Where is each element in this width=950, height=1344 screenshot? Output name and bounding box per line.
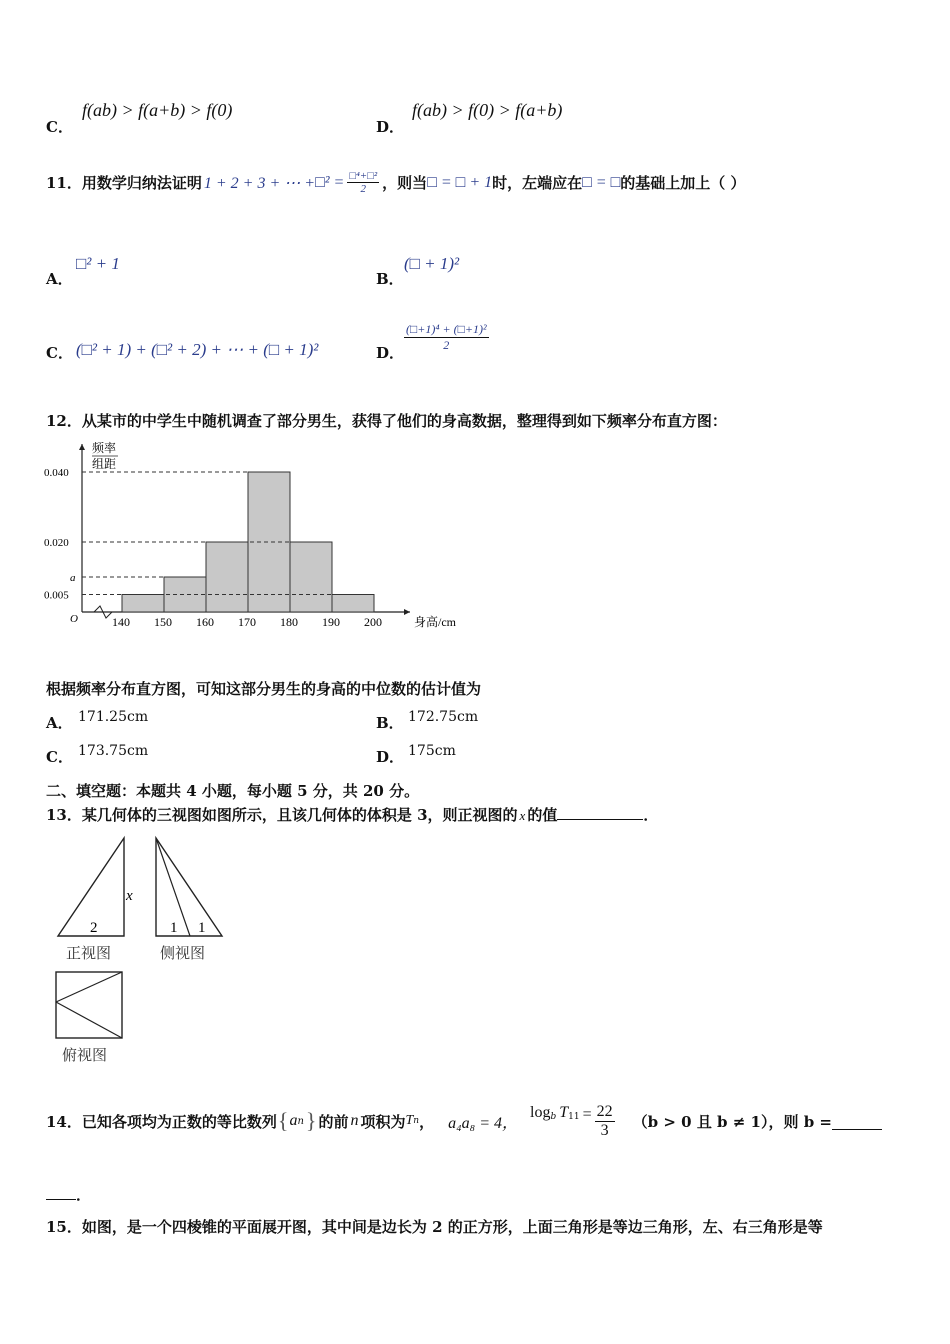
histogram-bar-180: [290, 542, 332, 612]
top-view-square: [56, 972, 122, 1038]
q14-answer-blank[interactable]: [832, 1113, 882, 1130]
histogram-bar-150: [164, 577, 206, 612]
x-tick-label-140: 140: [112, 615, 130, 629]
q14-log-arg-sub: 11: [568, 1112, 580, 1122]
histogram-bar-160: [206, 542, 248, 612]
q14-stem: 14．已知各项均为正数的等比数列 { a n } 的前 n 项积为 T n ， a₄a₈ = 4， log $_b$ T $_{11}$ = $\frac{22}{3}$ （b > 0 且 b ≠ 1），则 b =: [46, 1098, 882, 1144]
q11-fraction-den: 2: [360, 183, 366, 195]
q10-option-d-label: D．: [376, 118, 405, 136]
q15-stem: 15．如图，是一个四棱锥的平面展开图，其中间是边长为 2 的正方形，上面三角形是等边三角形，左、右三角形是等: [46, 1218, 823, 1236]
q10-option-d-expr: f(ab) > f(0) > f(a+b): [412, 100, 563, 120]
q12-option-c-label: C．: [46, 748, 73, 766]
q11-eq2: □ = □: [582, 173, 621, 191]
y-label-bottom: 组距: [92, 457, 117, 471]
histogram-chart: [40, 436, 480, 656]
q12-option-d-val: 175cm: [408, 743, 456, 759]
q14-log: log: [530, 1104, 551, 1121]
side-view-caption: 侧视图: [160, 946, 206, 962]
q11-option-a-expr: □² + 1: [76, 254, 120, 273]
q12-option-c-val: 173.75cm: [78, 743, 149, 759]
q11-stem-mid: ，则当: [382, 174, 428, 192]
y-tick-label-0: 0.040: [44, 467, 69, 479]
x-tick-label-160: 160: [196, 615, 214, 629]
q12-option-a-label: A．: [46, 714, 73, 732]
q14-answer-blank-cont[interactable]: [46, 1185, 76, 1200]
q11-option-a-label: A．: [46, 270, 73, 288]
q11-option-d-label: D．: [376, 344, 405, 362]
q12-option-d-label: D．: [376, 748, 405, 766]
q11-formula-fraction: [347, 170, 379, 195]
q11-eq1: □ = □ + 1: [427, 173, 493, 191]
side-view-right-label: 1: [198, 920, 206, 936]
q14-log-base: b: [550, 1112, 557, 1122]
q14-fraction: [595, 1103, 615, 1140]
histogram-bar-140: [122, 595, 164, 613]
x-tick-label-180: 180: [280, 615, 298, 629]
q11-option-d-expr: [404, 322, 489, 353]
q11-option-c-label: C．: [46, 344, 73, 362]
y-tick-label-3: 0.005: [44, 589, 69, 602]
q12-option-a-val: 171.25cm: [78, 709, 149, 725]
q14-mid2: 项积为: [360, 1112, 406, 1131]
q11-option-c-expr: (□² + 1) + (□² + 2) + ⋯ + (□ + 1)²: [76, 340, 319, 359]
histogram-bar-190: [332, 595, 374, 613]
q14-n: n: [350, 1112, 359, 1129]
front-view-side-label: x: [126, 888, 133, 904]
q14-fraction-num: 22: [596, 1102, 613, 1120]
q11-option-d-num: (□+1)⁴ + (□+1)²: [406, 322, 487, 336]
q10-option-c-label: C．: [46, 118, 73, 136]
q11-stem-suffix: 的基础上加上（ ）: [620, 174, 746, 192]
q12-option-b-label: B．: [376, 714, 404, 732]
front-view-caption: 正视图: [66, 946, 112, 962]
q11-fraction-num: □⁴+□²: [349, 170, 378, 182]
x-tick-label-150: 150: [154, 615, 172, 629]
q12-stem: 12．从某市的中学生中随机调查了部分男生，获得了他们的身高数据，整理得到如下频率分布直方图：: [46, 412, 727, 430]
q11-stem-mid2: 时，左端应在: [492, 174, 583, 192]
histogram-bar-170: [248, 472, 290, 612]
q14-continuation: [46, 1184, 91, 1205]
q14-mid1: 的前: [318, 1112, 349, 1131]
q12-option-b-val: 172.75cm: [408, 709, 479, 725]
x-tick-label-200: 200: [364, 615, 382, 629]
q11-formula: 1 + 2 + 3 + ⋯ +: [203, 174, 316, 192]
q12-question: 根据频率分布直方图，可知这部分男生的身高的中位数的估计值为: [46, 680, 482, 698]
q10-option-c-expr: f(ab) > f(a+b) > f(0): [82, 100, 233, 120]
y-tick-label-1: 0.020: [44, 537, 69, 549]
q14-T-sub: n: [413, 1116, 420, 1126]
q13-stem-prefix: 13．某几何体的三视图如图所示，且该几何体的体积是 3，则正视图的: [46, 806, 518, 824]
side-view-triangle: [156, 838, 222, 936]
q13-answer-blank[interactable]: [557, 805, 643, 820]
q11-option-b-label: B．: [376, 270, 404, 288]
y-label-top: 频率: [92, 441, 117, 455]
section2-heading: 二、填空题：本题共 4 小题，每小题 5 分，共 20 分。: [46, 782, 420, 800]
y-axis-arrow: [79, 444, 85, 450]
q14-seq-sub: n: [297, 1115, 304, 1127]
x-axis-arrow: [404, 609, 410, 615]
origin-label: O: [70, 613, 78, 625]
q11-option-b-expr: (□ + 1)²: [404, 254, 460, 273]
y-tick-label-2: a: [70, 572, 76, 584]
q13-var: x: [519, 808, 526, 823]
q14-seq: a: [289, 1112, 298, 1129]
top-view-line-lower: [56, 1002, 122, 1038]
q14-log-arg: T: [559, 1104, 569, 1121]
q14-fraction-den: 3: [600, 1121, 609, 1139]
q14-cond2: （b > 0 且 b ≠ 1），则 b =: [632, 1112, 832, 1131]
x-tick-label-190: 190: [322, 615, 340, 629]
x-axis-label: 身高/cm: [414, 615, 456, 629]
q14-end: ．: [76, 1186, 92, 1204]
x-tick-label-170: 170: [238, 615, 256, 629]
top-view-line-upper: [56, 972, 122, 1002]
q13-end: ．: [643, 806, 659, 824]
q14-cond1: a₄a₈ = 4，: [448, 1114, 519, 1132]
q14-prefix: 14．已知各项均为正数的等比数列: [46, 1112, 277, 1131]
front-view-base-label: 2: [90, 920, 98, 936]
q11-stem-prefix: 11．用数学归纳法证明: [46, 174, 202, 192]
top-view-caption: 俯视图: [62, 1048, 108, 1064]
q13-stem: [46, 804, 658, 825]
three-view-figure: [50, 832, 240, 1072]
q14-T: T: [405, 1113, 414, 1128]
q13-stem-suffix: 的值: [527, 806, 558, 824]
side-view-left-label: 1: [170, 920, 178, 936]
q11-option-d-den: 2: [443, 338, 450, 352]
q11-stem: 11．用数学归纳法证明 1 + 2 + 3 + ⋯ + □² = $\frac{\text{□⁴+□²}}{2}$ ，则当 □ = □ + 1 时，左端应在 □ = □ 的基础上加上（ ）: [46, 170, 746, 195]
